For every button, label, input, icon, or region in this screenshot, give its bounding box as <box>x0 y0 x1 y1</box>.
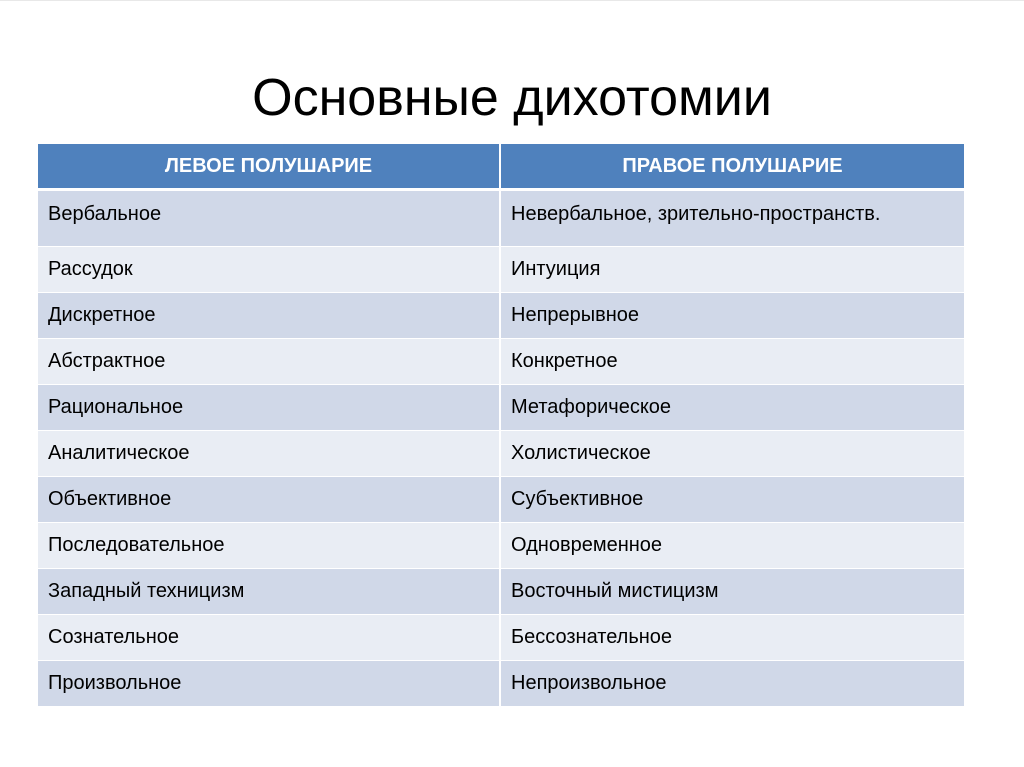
right-cell: Интуиция <box>500 247 964 293</box>
right-cell: Субъективное <box>500 477 964 523</box>
right-cell: Невербальное, зрительно-пространств. <box>500 190 964 247</box>
right-cell: Бессознательное <box>500 615 964 661</box>
table-row <box>38 247 964 293</box>
right-cell: Холистическое <box>500 431 964 477</box>
right-cell: Непроизвольное <box>500 661 964 707</box>
left-cell: Произвольное <box>38 661 500 707</box>
table-header-row <box>38 144 964 190</box>
table-row <box>38 431 964 477</box>
table-row <box>38 569 964 615</box>
left-cell: Абстрактное <box>38 339 500 385</box>
dichotomy-table <box>38 144 964 706</box>
table-row <box>38 661 964 707</box>
right-cell: Восточный мистицизм <box>500 569 964 615</box>
left-cell: Дискретное <box>38 293 500 339</box>
table-row <box>38 477 964 523</box>
dichotomy-table-container <box>38 144 964 706</box>
left-cell: Западный техницизм <box>38 569 500 615</box>
header-left-hemisphere: ЛЕВОЕ ПОЛУШАРИЕ <box>38 144 500 190</box>
left-cell: Аналитическое <box>38 431 500 477</box>
header-right-hemisphere: ПРАВОЕ ПОЛУШАРИЕ <box>500 144 964 190</box>
table-row <box>38 615 964 661</box>
table-row <box>38 190 964 247</box>
slide-title: Основные дихотомии <box>252 69 772 127</box>
table-row <box>38 339 964 385</box>
right-cell: Непрерывное <box>500 293 964 339</box>
table-row <box>38 523 964 569</box>
right-cell: Метафорическое <box>500 385 964 431</box>
right-cell: Одновременное <box>500 523 964 569</box>
left-cell: Объективное <box>38 477 500 523</box>
left-cell: Рассудок <box>38 247 500 293</box>
table-row <box>38 293 964 339</box>
left-cell: Последовательное <box>38 523 500 569</box>
table-row <box>38 385 964 431</box>
right-cell: Конкретное <box>500 339 964 385</box>
left-cell: Сознательное <box>38 615 500 661</box>
left-cell: Рациональное <box>38 385 500 431</box>
left-cell: Вербальное <box>38 190 500 247</box>
